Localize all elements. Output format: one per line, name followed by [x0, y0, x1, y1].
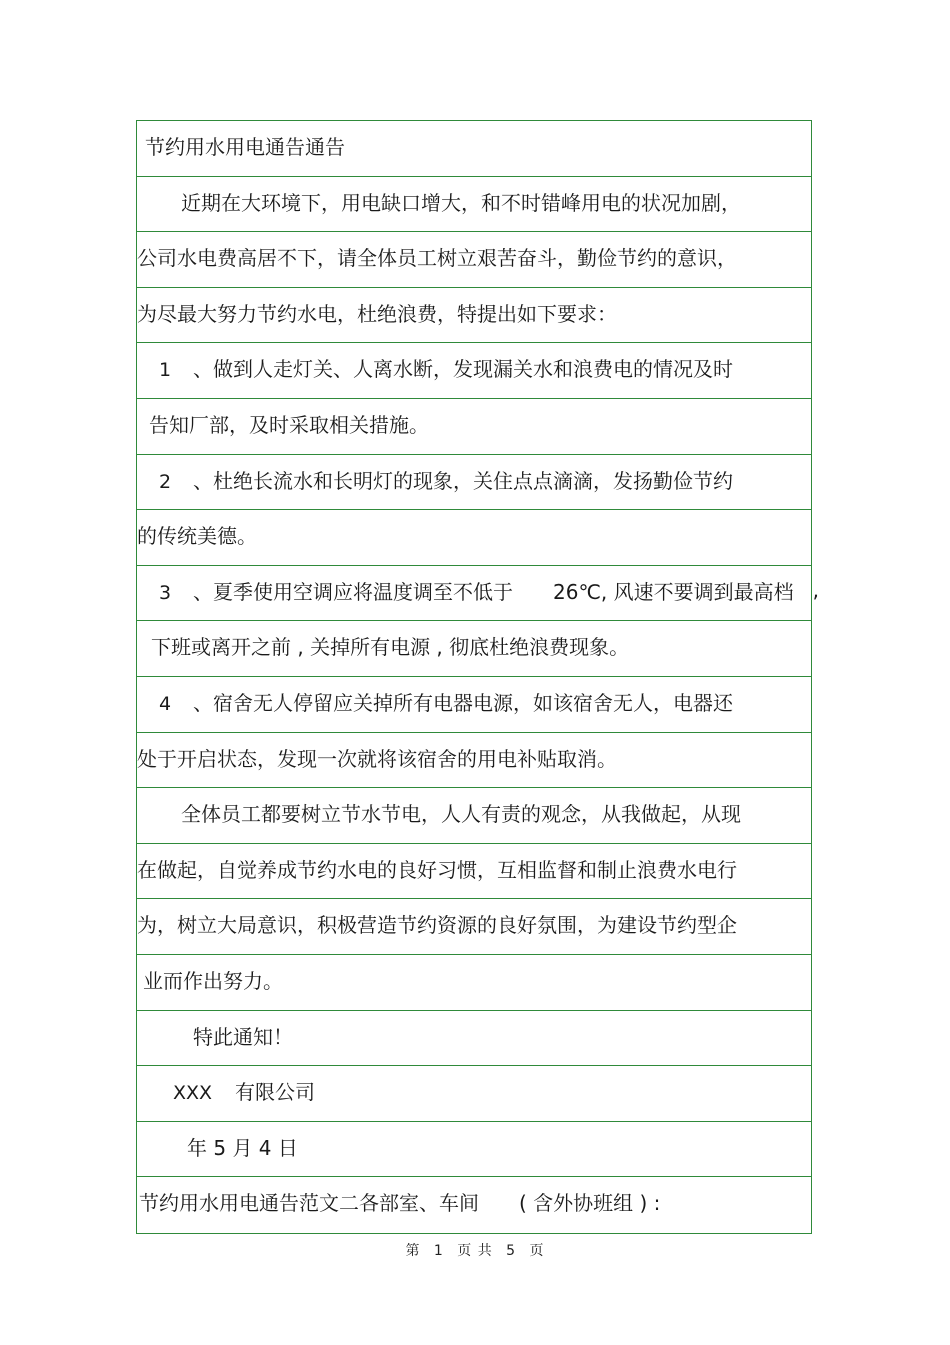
paragraph-row — [137, 177, 811, 233]
notice-row — [137, 1011, 811, 1067]
company-row — [137, 1066, 811, 1122]
company-prefix: XXX — [173, 1082, 213, 1105]
paragraph-line: 为，树立大局意识，积极营造节约资源的良好氛围，为建设节约型企 — [137, 913, 737, 938]
item-text: 处于开启状态，发现一次就将该宿舍的用电补贴取消。 — [137, 746, 617, 771]
footer-page-number: 1 — [433, 1243, 444, 1259]
footer-total-pages: 5 — [506, 1243, 517, 1259]
item-text: 告知厂部，及时采取相关措施。 — [149, 412, 429, 437]
document-title: 节约用水用电通告通告 — [145, 135, 345, 159]
item-number: 3 — [159, 581, 172, 604]
item-text: 的传统美德。 — [137, 524, 257, 549]
item-number: 1 — [159, 359, 172, 382]
item-row — [137, 621, 811, 677]
item-row — [137, 343, 811, 399]
date-text: 年 5 月 4 日 — [187, 1135, 298, 1160]
paragraph-row — [137, 788, 811, 844]
title-row — [137, 121, 811, 177]
item-text: 、做到人走灯关、人离水断，发现漏关水和浪费电的情况及时 — [193, 357, 733, 382]
paragraph-line: 业而作出努力。 — [143, 968, 283, 993]
temperature-text: 26℃, 风速不要调到最高档 — [553, 579, 794, 604]
next-title-paren: ( 含外协班组 ) : — [519, 1191, 661, 1216]
item-number: 4 — [159, 692, 172, 715]
next-title: 节约用水用电通告范文二各部室、车间 — [139, 1191, 479, 1216]
paragraph-line: 在做起，自觉养成节约水电的良好习惯，互相监督和制止浪费水电行 — [137, 857, 737, 882]
next-title-row — [137, 1177, 811, 1233]
company-name: 有限公司 — [235, 1080, 315, 1105]
item-text: 下班或离开之前 , 关掉所有电源 , 彻底杜绝浪费现象。 — [151, 635, 630, 660]
footer-suffix: 页 — [529, 1243, 545, 1259]
paragraph-row — [137, 899, 811, 955]
item-row — [137, 455, 811, 511]
item-number: 2 — [159, 470, 172, 493]
item-text: 、宿舍无人停留应关掉所有电器电源，如该宿舍无人，电器还 — [193, 690, 733, 715]
item-row — [137, 566, 819, 622]
footer-middle: 页 共 — [457, 1243, 493, 1259]
paragraph-row — [137, 844, 811, 900]
footer-prefix: 第 — [405, 1243, 421, 1259]
date-row — [137, 1122, 811, 1178]
notice-text: 特此通知！ — [193, 1024, 293, 1049]
trailing-comma: , — [812, 577, 819, 602]
item-text: 、夏季使用空调应将温度调至不低于 — [193, 579, 513, 604]
paragraph-row — [137, 955, 811, 1011]
paragraph-line: 近期在大环境下，用电缺口增大，和不时错峰用电的状况加剧， — [181, 190, 741, 215]
item-row — [137, 677, 811, 733]
item-row — [137, 510, 811, 566]
document-table — [136, 120, 819, 1234]
paragraph-line: 为尽最大努力节约水电，杜绝浪费，特提出如下要求： — [137, 301, 617, 326]
item-row — [137, 399, 811, 455]
paragraph-line: 全体员工都要树立节水节电，人人有责的观念，从我做起，从现 — [181, 802, 741, 827]
page-footer — [0, 1240, 950, 1260]
paragraph-row — [137, 232, 811, 288]
item-text: 、杜绝长流水和长明灯的现象，关住点点滴滴，发扬勤俭节约 — [193, 468, 733, 493]
paragraph-line: 公司水电费高居不下，请全体员工树立艰苦奋斗，勤俭节约的意识， — [137, 246, 737, 271]
paragraph-row — [137, 288, 811, 344]
item-row — [137, 733, 811, 789]
